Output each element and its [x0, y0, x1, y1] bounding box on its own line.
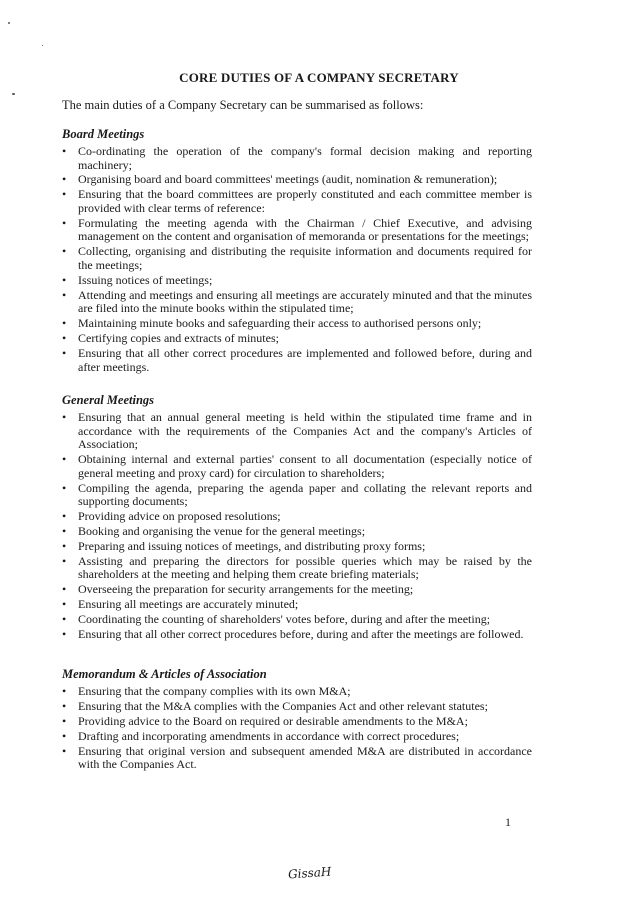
- list-item: [62, 289, 532, 316]
- bullet-icon: •: [62, 287, 67, 302]
- bullet-icon: •: [62, 713, 67, 728]
- bullet-icon: •: [62, 410, 67, 424]
- list-item-text: Booking and organising the venue for the general meetings;: [78, 523, 366, 538]
- bullet-icon: •: [62, 523, 67, 538]
- intro-text: The main duties of a Company Secretary can be summarised as follows:: [62, 98, 424, 112]
- list-item: [62, 453, 532, 480]
- bullet-list: [62, 145, 532, 374]
- list-item: [62, 188, 532, 215]
- handwritten-signature: GissaH: [287, 864, 332, 882]
- list-item-text: Ensuring that original version and subsequent amended M&A are distributed in accordance with the Companies Act.: [78, 743, 532, 772]
- list-item: [62, 583, 532, 597]
- bullet-icon: •: [62, 345, 67, 360]
- section-heading: Memorandum & Articles of Association: [62, 667, 267, 681]
- section-heading: Board Meetings: [62, 127, 145, 141]
- section-general-meetings: [62, 393, 532, 643]
- bullet-icon: •: [62, 597, 67, 612]
- list-item-text: Assisting and preparing the directors for possible queries which may be raised by the shareholders at the meeting and helping them create briefing materials;: [78, 553, 532, 582]
- list-item-text: Ensuring that the M&A complies with the Companies Act and other relevant statutes;: [78, 698, 488, 713]
- list-item: [62, 700, 532, 714]
- bullet-icon: •: [62, 480, 67, 495]
- scan-speck: [42, 45, 43, 46]
- list-item: [62, 347, 532, 374]
- list-item: [62, 540, 532, 554]
- bullet-icon: •: [62, 272, 67, 287]
- list-item: [62, 525, 532, 539]
- list-item-text: Organising board and board committees' meetings (audit, nomination & remuneration);: [78, 172, 498, 187]
- bullet-icon: •: [62, 684, 67, 698]
- list-item-text: Drafting and incorporating amendments in accordance with correct procedures;: [78, 728, 460, 743]
- list-item: [62, 317, 532, 331]
- page-number: 1: [505, 815, 511, 829]
- list-item: [62, 745, 532, 772]
- list-item-text: Issuing notices of meetings;: [78, 272, 213, 287]
- bullet-icon: •: [62, 582, 67, 597]
- list-item: [62, 411, 532, 452]
- document-title: CORE DUTIES OF A COMPANY SECRETARY: [179, 70, 459, 85]
- bullet-icon: •: [62, 626, 67, 641]
- list-item-text: Formulating the meeting agenda with the Chairman / Chief Executive, and advising management on the content and organisation of memoranda or presentations for the meetings;: [78, 215, 532, 244]
- scan-speck: [8, 22, 10, 24]
- bullet-icon: •: [62, 743, 67, 758]
- list-item-text: Providing advice on proposed resolutions;: [78, 509, 281, 524]
- bullet-icon: •: [62, 611, 67, 626]
- section-heading: General Meetings: [62, 393, 155, 407]
- list-item-text: Maintaining minute books and safeguarding their access to authorised persons only;: [78, 316, 482, 331]
- list-item-text: Coordinating the counting of shareholders' votes before, during and after the meeting;: [78, 611, 491, 626]
- list-item-text: Co-ordinating the operation of the company's formal decision making and reporting machinery;: [78, 144, 532, 172]
- section-board-meetings: [62, 127, 532, 375]
- bullet-icon: •: [62, 244, 67, 259]
- list-item-text: Collecting, organising and distributing the requisite information and documents required for the meetings;: [78, 244, 532, 272]
- list-item-text: Ensuring all meetings are accurately minuted;: [78, 597, 299, 612]
- bullet-icon: •: [62, 698, 67, 713]
- section-memorandum-articles: [62, 667, 532, 773]
- bullet-icon: •: [62, 144, 67, 158]
- scan-speck: [12, 93, 15, 95]
- list-item-text: Attending and meetings and ensuring all meetings are accurately minuted and that the minutes are filed into the minute books within the stipulated time;: [78, 287, 532, 316]
- list-item: [62, 715, 532, 729]
- list-item: [62, 245, 532, 272]
- list-item-text: Preparing and issuing notices of meetings, and distributing proxy forms;: [78, 538, 426, 553]
- list-item: [62, 598, 532, 612]
- list-item: [62, 217, 532, 244]
- list-item-text: Obtaining internal and external parties' consent to all documentation (especially notice of general meeting and proxy card) for circulation to shareholders;: [78, 452, 532, 480]
- bullet-icon: •: [62, 215, 67, 230]
- list-item-text: Ensuring that the board committees are properly constituted and each committee member is provided with clear terms of reference:: [78, 187, 532, 215]
- bullet-icon: •: [62, 538, 67, 553]
- list-item: [62, 332, 532, 346]
- list-item: [62, 274, 532, 288]
- list-item: [62, 613, 532, 627]
- bullet-list: [62, 411, 532, 641]
- list-item: [62, 510, 532, 524]
- list-item: [62, 145, 532, 172]
- list-item: [62, 173, 532, 187]
- bullet-icon: •: [62, 728, 67, 743]
- bullet-list: [62, 685, 532, 772]
- list-item-text: Compiling the agenda, preparing the agenda paper and collating the relevant reports and supporting documents;: [78, 480, 532, 509]
- list-item: [62, 482, 532, 509]
- list-item-text: Ensuring that all other correct procedures are implemented and followed before, during and after meetings.: [78, 345, 532, 374]
- list-item-text: Ensuring that the company complies with its own M&A;: [78, 684, 351, 698]
- list-item: [62, 730, 532, 744]
- list-item-text: Certifying copies and extracts of minutes;: [78, 331, 279, 346]
- bullet-icon: •: [62, 187, 67, 202]
- list-item-text: Ensuring that all other correct procedures before, during and after the meetings are followed.: [78, 626, 524, 641]
- bullet-icon: •: [62, 553, 67, 568]
- list-item: [62, 685, 532, 699]
- bullet-icon: •: [62, 509, 67, 524]
- bullet-icon: •: [62, 331, 67, 346]
- bullet-icon: •: [62, 452, 67, 467]
- list-item: [62, 555, 532, 582]
- list-item-text: Providing advice to the Board on required or desirable amendments to the M&A;: [78, 713, 468, 728]
- bullet-icon: •: [62, 316, 67, 331]
- list-item-text: Ensuring that an annual general meeting is held within the stipulated time frame and in accordance with the requirements of the Companies Act and the company's Articles of Association;: [78, 410, 532, 452]
- list-item: [62, 628, 532, 642]
- list-item-text: Overseeing the preparation for security arrangements for the meeting;: [78, 582, 414, 597]
- bullet-icon: •: [62, 172, 67, 187]
